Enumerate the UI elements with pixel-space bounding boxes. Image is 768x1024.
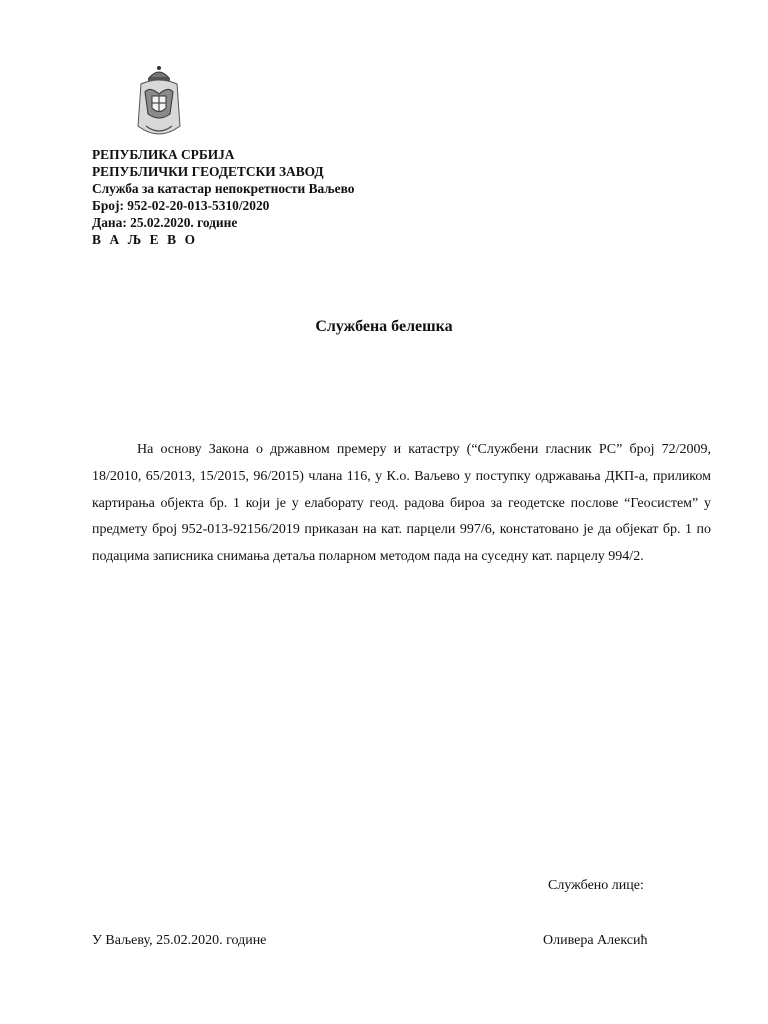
header-department: Служба за катастар непокретности Ваљево [92, 181, 355, 196]
document-title: Службена белешка [315, 318, 453, 335]
header-date: Дана: 25.02.2020. године [92, 215, 238, 230]
official-name: Оливера Алексић [543, 933, 648, 948]
header-institution: РЕПУБЛИЧКИ ГЕОДЕТСКИ ЗАВОД [92, 164, 324, 179]
official-label: Службено лице: [548, 878, 644, 893]
document-header [92, 146, 354, 248]
place-date: У Ваљеву, 25.02.2020. године [92, 933, 267, 948]
coat-of-arms-icon [136, 64, 182, 144]
header-reference-number: Број: 952-02-20-013-5310/2020 [92, 198, 270, 213]
header-country: РЕПУБЛИКА СРБИЈА [92, 147, 235, 162]
header-city: В А Љ Е В О [92, 232, 198, 247]
body-paragraph: На основу Закона о државном премеру и катастру (“Службени гласник РС” број 72/2009, 18/2010, 65/2013, 15/2015, 96/2015) члана 116, у К.о. Ваљево у поступку одржавања ДКП-а, приликом картирања објекта бр. 1 који је у елаборату геод. радова бироа за геодетске послове “Геосистем” у предмету број 952-013-92156/2019 приказан на кат. парцели 997/6, констатовано је да објекат бр. 1 по подацима записника снимања детаља поларном методом пада на суседну кат. парцелу 994/2. [92, 442, 711, 565]
